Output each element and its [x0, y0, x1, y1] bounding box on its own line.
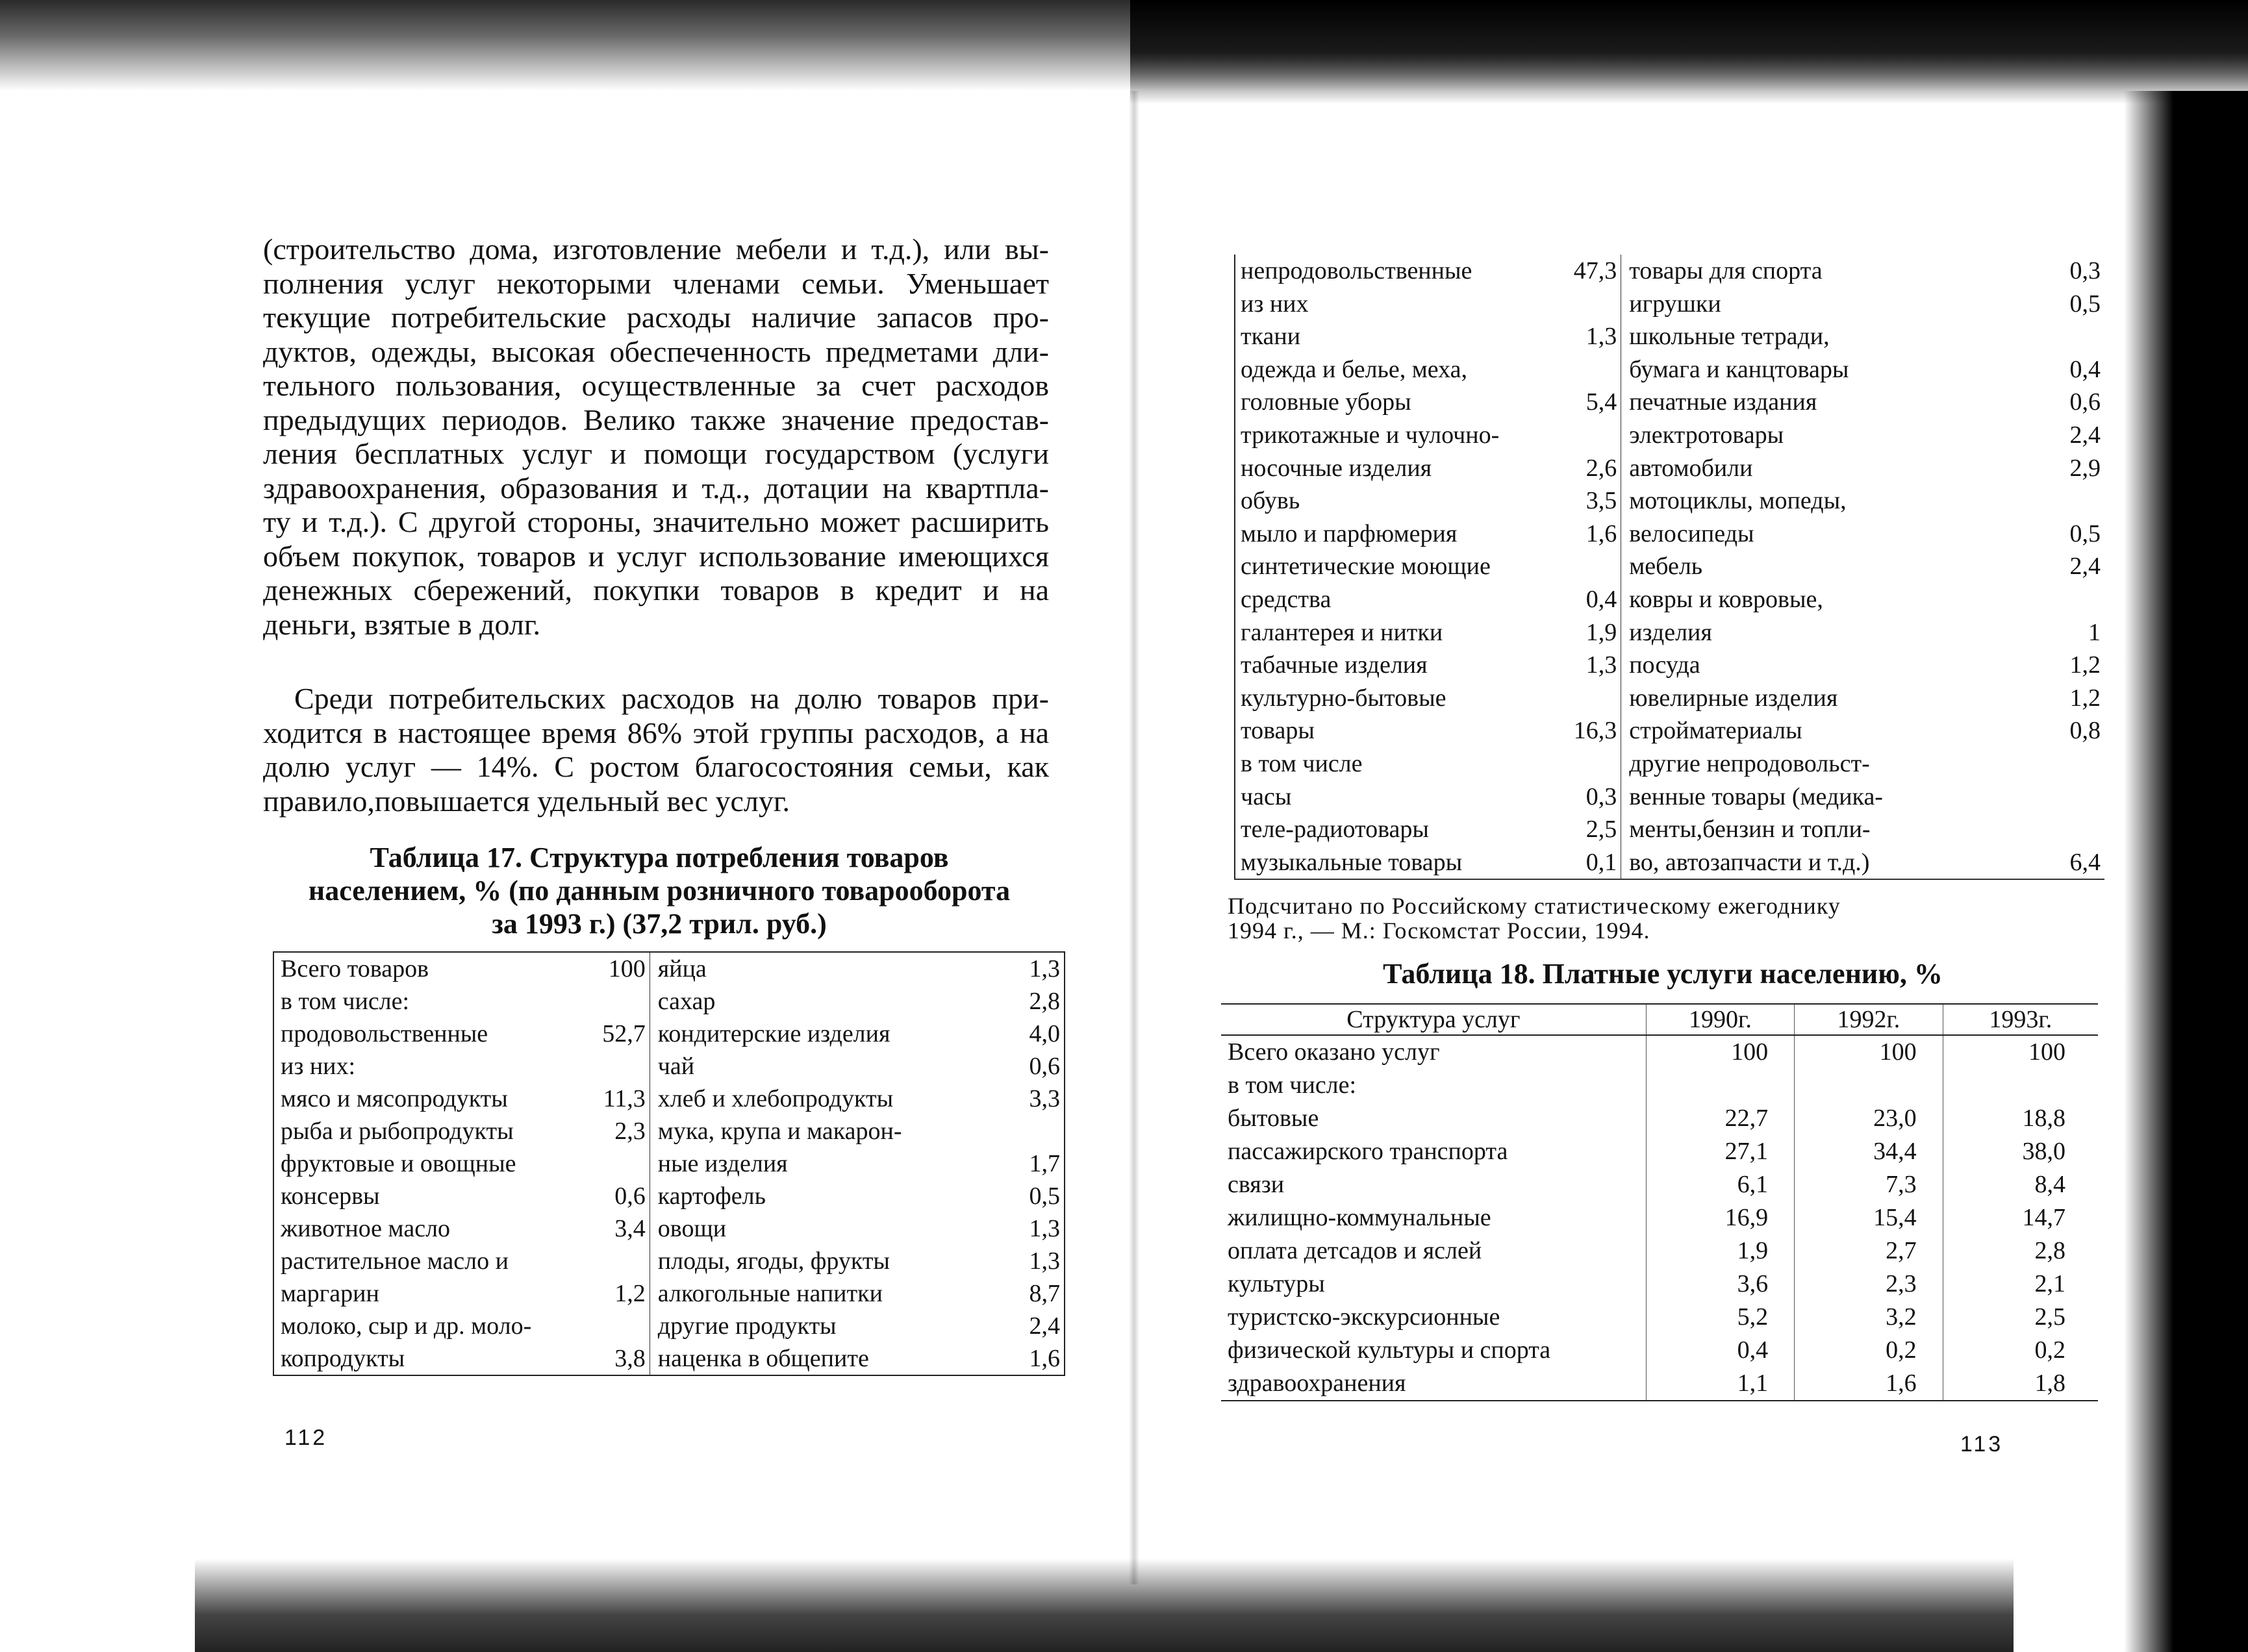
table-label-cell: жилищно-коммунальные — [1228, 1204, 1491, 1231]
table-value-cell: 100 — [1795, 1035, 1943, 1069]
page-number: 113 — [1960, 1432, 2004, 1457]
table-label-cell: школьные тетради, — [1629, 323, 1830, 351]
text-line: денежных сбережений, покупки товаров в кредит и на — [263, 573, 1049, 607]
table-label-cell: теле-радиотовары — [1241, 816, 1429, 844]
note-line: 1994 г., — М.: Госкомстат России, 1994. — [1228, 918, 1650, 944]
table-value-cell: 14,7 — [1943, 1201, 2098, 1234]
text-line: долю услуг — 14%. С ростом благосостояния семьи, как — [263, 750, 1049, 783]
table-row — [1221, 1268, 2098, 1301]
table-label-cell: растительное масло и — [281, 1247, 509, 1275]
table-label-cell: трикотажные и чулочно- — [1241, 421, 1500, 449]
table-row — [273, 1245, 1065, 1277]
table-label-cell: ные изделия — [657, 1150, 788, 1177]
table-label-cell: рыба и рыбопродукты — [281, 1118, 514, 1145]
table-value-cell: 0,5 — [2069, 290, 2101, 318]
table-18-caption: Таблица 18. Платные услуги населению, % — [1383, 958, 1943, 990]
paragraph-1 — [263, 232, 1049, 642]
caption-line: населением, % (по данным розничного товарооборота — [308, 875, 1011, 907]
table-value-cell — [1543, 550, 1621, 583]
table-header-cell: Структура услуг — [1346, 1006, 1521, 1033]
table-label-cell: здравоохранения — [1228, 1370, 1406, 1397]
text-line: объем покупок, товаров и услуг использование имеющихся — [263, 539, 1049, 573]
table-label-cell: другие продукты — [657, 1312, 837, 1340]
table-value-cell: 52,7 — [579, 1018, 650, 1050]
table-value-cell: 27,1 — [1646, 1135, 1794, 1168]
table-header-cell: 1992г. — [1795, 1004, 1943, 1035]
table-row — [1221, 1069, 2098, 1102]
table-row — [273, 1147, 1065, 1180]
table-value-cell: 1,3 — [1543, 320, 1621, 353]
table-row — [1235, 419, 2104, 452]
table-value-cell: 6,1 — [1646, 1168, 1794, 1201]
table-label-cell: галантерея и нитки — [1241, 618, 1443, 646]
table-row — [1235, 255, 2104, 288]
table-row — [273, 985, 1065, 1018]
table-label-cell: одежда и белье, меха, — [1241, 355, 1468, 383]
table-label-cell: бытовые — [1228, 1105, 1319, 1132]
table-row — [1235, 747, 2104, 781]
source-note — [1228, 894, 2091, 943]
table-row — [1235, 649, 2104, 682]
text-line: Среди потребительских расходов на долю товаров при- — [294, 682, 1049, 715]
table-header-cell: 1993г. — [1943, 1004, 2098, 1035]
table-value-cell: 1,3 — [1029, 1215, 1060, 1242]
caption-line: Таблица 17. Структура потребления товаров — [370, 842, 949, 873]
table-value-cell: 47,3 — [1543, 255, 1621, 288]
table-value-cell: 5,2 — [1646, 1301, 1794, 1334]
table-value-cell: 2,5 — [1543, 813, 1621, 846]
table-label-cell: физической культуры и спорта — [1228, 1336, 1551, 1364]
text-line: (строительство дома, изготовление мебели и т.д.), или вы- — [263, 232, 1049, 266]
table-label-cell: посуда — [1629, 651, 1700, 679]
table-row — [1235, 616, 2104, 649]
table-row — [1221, 1367, 2098, 1401]
table-label-cell: мясо и мясопродукты — [281, 1085, 508, 1112]
table-row — [273, 1212, 1065, 1245]
table-label-cell: молоко, сыр и др. моло- — [281, 1312, 532, 1340]
table-label-cell: в том числе: — [281, 988, 410, 1015]
table-value-cell: 18,8 — [1943, 1102, 2098, 1135]
table-value-cell — [2014, 781, 2104, 814]
table-label-cell: из них — [1241, 290, 1309, 318]
table-value-cell: 0,4 — [2069, 355, 2101, 383]
table-value-cell: 0,4 — [1646, 1334, 1794, 1367]
table-label-cell: во, автозапчасти и т.д.) — [1621, 846, 2014, 880]
table-label-cell: консервы — [281, 1183, 380, 1210]
table-label-cell: обувь — [1241, 487, 1300, 515]
text-line: тельного пользования, осуществленные за счет расходов — [263, 369, 1049, 402]
table-label-cell: чай — [657, 1053, 695, 1080]
table-18 — [1221, 1003, 2098, 1401]
table-value-cell: 2,4 — [2069, 553, 2101, 581]
table-value-cell: 1,2 — [2069, 651, 2101, 679]
table-value-cell — [579, 985, 650, 1018]
table-value-cell: 0,3 — [2069, 257, 2101, 284]
text-line: ления бесплатных услуг и помощи государством (услуги — [263, 437, 1049, 470]
table-label-cell: связи — [1228, 1171, 1285, 1198]
table-value-cell: 1,6 — [1543, 518, 1621, 551]
text-line: дуктов, одежды, высокая обеспеченность предметами дли- — [263, 334, 1049, 368]
table-value-cell: 1,9 — [1543, 616, 1621, 649]
table-value-cell: 3,5 — [1543, 484, 1621, 518]
table-value-cell: 100 — [1943, 1035, 2098, 1069]
table-label-cell: менты,бензин и топли- — [1629, 816, 1871, 844]
table-value-cell: 16,9 — [1646, 1201, 1794, 1234]
paragraph-2 — [263, 682, 1049, 818]
table-label-cell: средства — [1241, 585, 1332, 613]
table-row — [273, 952, 1065, 985]
table-label-cell: сахар — [657, 988, 716, 1015]
book-gutter — [1129, 91, 1139, 1584]
text-line: предыдущих периодов. Велико также значение предостав- — [263, 403, 1049, 436]
table-value-cell: 0,4 — [1543, 583, 1621, 616]
table-row — [273, 1018, 1065, 1050]
table-label-cell: Всего оказано услуг — [1228, 1038, 1440, 1066]
table-row — [1235, 682, 2104, 715]
table-value-cell — [2014, 813, 2104, 846]
table-label-cell: культурно-бытовые — [1241, 684, 1446, 712]
table-value-cell — [1543, 682, 1621, 715]
table-value-cell — [2014, 320, 2104, 353]
table-label-cell: копродукты — [281, 1345, 405, 1372]
table-value-cell — [1543, 747, 1621, 781]
table-value-cell — [579, 1147, 650, 1180]
table-value-cell: 1,2 — [2069, 684, 2101, 712]
table-row — [1235, 781, 2104, 814]
table-label-cell: из них: — [281, 1053, 356, 1080]
table-value-cell: 1,3 — [1029, 955, 1060, 982]
table-row — [1221, 1168, 2098, 1201]
table-value-cell: 11,3 — [579, 1083, 650, 1115]
table-label-cell: в том числе: — [1228, 1071, 1357, 1099]
table-label-cell: бумага и канцтовары — [1629, 355, 1849, 383]
table-row — [1235, 386, 2104, 419]
table-label-cell: товары для спорта — [1629, 257, 1823, 284]
table-row — [1235, 484, 2104, 518]
table-label-cell: головные уборы — [1241, 388, 1411, 416]
page-number: 112 — [284, 1425, 328, 1450]
table-value-cell: 8,7 — [1029, 1280, 1060, 1307]
table-row — [1235, 288, 2104, 321]
table-17-continued — [1234, 255, 2104, 880]
table-value-cell: 2,4 — [1029, 1312, 1060, 1340]
table-value-cell — [579, 1245, 650, 1277]
table-label-cell: игрушки — [1629, 290, 1721, 318]
table-value-cell: 1,6 — [1029, 1345, 1060, 1372]
table-value-cell: 2,6 — [1543, 452, 1621, 485]
table-value-cell: 0,5 — [1029, 1183, 1060, 1210]
table-label-cell: животное масло — [281, 1215, 451, 1242]
table-value-cell — [2014, 484, 2104, 518]
table-value-cell — [579, 1310, 650, 1342]
text-line: правило,повышается удельный вес услуг. — [263, 784, 790, 818]
table-value-cell: 0,2 — [1943, 1334, 2098, 1367]
table-value-cell: 100 — [579, 952, 650, 985]
table-value-cell: 0,6 — [579, 1180, 650, 1212]
table-row — [1235, 714, 2104, 747]
table-value-cell: 0,6 — [2069, 388, 2101, 416]
table-label-cell: культуры — [1228, 1270, 1325, 1297]
table-label-cell: в том числе — [1241, 749, 1363, 777]
table-row — [1221, 1102, 2098, 1135]
table-label-cell: мотоциклы, мопеды, — [1629, 487, 1847, 515]
table-value-cell — [579, 1050, 650, 1083]
table-label-cell: ткани — [1241, 323, 1301, 351]
table-label-cell: венные товары (медика- — [1629, 782, 1883, 810]
table-label-cell: печатные издания — [1629, 388, 1817, 416]
table-value-cell: 8,4 — [1943, 1168, 2098, 1201]
table-value-cell: 0,5 — [2069, 519, 2101, 547]
table-label-cell: автомобили — [1629, 454, 1753, 482]
table-label-cell: стройматериалы — [1629, 717, 1802, 745]
table-value-cell — [1543, 353, 1621, 386]
caption-line: за 1993 г.) (37,2 трил. руб.) — [492, 908, 827, 940]
table-value-cell: 5,4 — [1543, 386, 1621, 419]
table-value-cell: 22,7 — [1646, 1102, 1794, 1135]
table-label-cell: продовольственные — [281, 1020, 488, 1047]
table-label-cell: яйца — [657, 955, 707, 982]
table-label-cell: пассажирского транспорта — [1228, 1138, 1508, 1165]
table-row — [273, 1180, 1065, 1212]
table-value-cell: 0,2 — [1795, 1334, 1943, 1367]
table-row — [1221, 1201, 2098, 1234]
table-value-cell: 1,2 — [579, 1277, 650, 1310]
table-row — [1235, 452, 2104, 485]
table-row — [273, 1083, 1065, 1115]
table-value-cell: 100 — [1646, 1035, 1794, 1069]
table-label-cell: оплата детсадов и яслей — [1228, 1237, 1482, 1264]
table-value-cell: 3,6 — [1646, 1268, 1794, 1301]
table-value-cell: 2,3 — [1795, 1268, 1943, 1301]
table-value-cell: 1,1 — [1646, 1367, 1794, 1401]
table-value-cell: 34,4 — [1795, 1135, 1943, 1168]
table-row — [1235, 846, 2104, 880]
table-value-cell: 23,0 — [1795, 1102, 1943, 1135]
table-row — [273, 1342, 1065, 1375]
table-value-cell — [1543, 419, 1621, 452]
text-line: здравоохранения, образования и т.д., дотации на квартпла- — [263, 471, 1049, 505]
table-17-caption — [286, 841, 1033, 940]
table-row — [1221, 1035, 2098, 1069]
table-value-cell — [2014, 747, 2104, 781]
table-label-cell: Всего товаров — [281, 955, 429, 982]
table-row — [1235, 353, 2104, 386]
scan-shadow-right-edge — [2124, 91, 2248, 1652]
table-row — [1235, 320, 2104, 353]
table-value-cell: 16,3 — [1543, 714, 1621, 747]
table-value-cell: 15,4 — [1795, 1201, 1943, 1234]
table-value-cell: 2,7 — [1795, 1234, 1943, 1268]
table-label-cell: ковры и ковровые, — [1629, 585, 1823, 613]
table-row — [1221, 1301, 2098, 1334]
text-line: ходится в настоящее время 86% этой группы расходов, а на — [263, 716, 1049, 749]
text-line: полнения услуг некоторыми членами семьи. Уменьшает — [263, 266, 1049, 300]
table-value-cell: 6,4 — [2014, 846, 2104, 880]
table-value-cell: 3,4 — [579, 1212, 650, 1245]
table-label-cell: наценка в общепите — [657, 1345, 869, 1372]
table-value-cell: 1,9 — [1646, 1234, 1794, 1268]
table-row — [273, 1277, 1065, 1310]
table-row — [1235, 550, 2104, 583]
table-value-cell: 4,0 — [1029, 1020, 1060, 1047]
table-label-cell: другие непродовольст- — [1629, 749, 1870, 777]
table-row — [1235, 813, 2104, 846]
table-value-cell: 1 — [2088, 618, 2101, 646]
table-value-cell: 2,9 — [2069, 454, 2101, 482]
table-value-cell — [2014, 583, 2104, 616]
table-row — [1221, 1234, 2098, 1268]
table-label-cell: овощи — [657, 1215, 727, 1242]
table-value-cell: 2,5 — [1943, 1301, 2098, 1334]
table-label-cell: изделия — [1629, 618, 1712, 646]
table-row — [273, 1050, 1065, 1083]
table-label-cell: мука, крупа и макарон- — [657, 1118, 902, 1145]
note-line: Подсчитано по Российскому статистическому ежегоднику — [1228, 893, 1841, 919]
table-label-cell: мебель — [1629, 553, 1703, 581]
table-label-cell: товары — [1241, 717, 1315, 745]
table-value-cell: 7,3 — [1795, 1168, 1943, 1201]
table-row — [273, 1310, 1065, 1342]
table-label-cell: алкогольные напитки — [657, 1280, 883, 1307]
table-value-cell: 1,3 — [1543, 649, 1621, 682]
table-value-cell: 2,3 — [579, 1115, 650, 1147]
table-row — [1221, 1135, 2098, 1168]
table-value-cell: 0,3 — [1543, 781, 1621, 814]
table-label-cell: велосипеды — [1629, 519, 1754, 547]
table-header-cell: 1990г. — [1646, 1004, 1794, 1035]
table-value-cell — [1543, 288, 1621, 321]
table-row — [273, 1115, 1065, 1147]
table-label-cell: электротовары — [1629, 421, 1784, 449]
table-label-cell: кондитерские изделия — [657, 1020, 890, 1047]
table-row — [1221, 1334, 2098, 1367]
table-row — [1235, 583, 2104, 616]
table-label-cell: картофель — [657, 1183, 766, 1210]
table-label-cell: носочные изделия — [1241, 454, 1432, 482]
table-label-cell: непродовольственные — [1241, 257, 1472, 284]
table-value-cell — [1795, 1069, 1943, 1102]
table-17 — [273, 951, 1065, 1376]
table-label-cell: плоды, ягоды, фрукты — [657, 1247, 890, 1275]
table-label-cell: ювелирные изделия — [1629, 684, 1838, 712]
table-label-cell: мыло и парфюмерия — [1241, 519, 1458, 547]
text-line: ту и т.д.). С другой стороны, значительно может расширить — [263, 505, 1049, 538]
table-value-cell: 2,1 — [1943, 1268, 2098, 1301]
table-value-cell: 1,6 — [1795, 1367, 1943, 1401]
table-value-cell — [1943, 1069, 2098, 1102]
table-label-cell: музыкальные товары — [1235, 846, 1543, 880]
table-row — [1235, 518, 2104, 551]
table-label-cell: туристско-экскурсионные — [1228, 1303, 1500, 1331]
table-value-cell — [1646, 1069, 1794, 1102]
table-value-cell: 1,7 — [1029, 1150, 1060, 1177]
text-line: деньги, взятые в долг. — [263, 607, 541, 641]
table-label-cell: часы — [1241, 782, 1292, 810]
table-header-row — [1221, 1004, 2098, 1035]
table-value-cell: 0,8 — [2069, 717, 2101, 745]
table-label-cell: табачные изделия — [1241, 651, 1428, 679]
table-value-cell: 0,6 — [1029, 1053, 1060, 1080]
table-value-cell — [987, 1115, 1065, 1147]
table-value-cell: 3,3 — [1029, 1085, 1060, 1112]
text-line: текущие потребительские расходы наличие запасов про- — [263, 301, 1049, 334]
table-value-cell: 1,3 — [1029, 1247, 1060, 1275]
table-value-cell: 3,2 — [1795, 1301, 1943, 1334]
table-label-cell: фруктовые и овощные — [281, 1150, 516, 1177]
right-page — [1143, 0, 2117, 1652]
table-value-cell: 2,4 — [2069, 421, 2101, 449]
table-label-cell: синтетические моющие — [1241, 553, 1491, 581]
table-value-cell: 38,0 — [1943, 1135, 2098, 1168]
table-value-cell: 2,8 — [1943, 1234, 2098, 1268]
table-value-cell: 1,8 — [1943, 1367, 2098, 1401]
table-value-cell: 2,8 — [1029, 988, 1060, 1015]
table-value-cell: 0,1 — [1543, 846, 1621, 880]
table-label-cell: хлеб и хлебопродукты — [657, 1085, 894, 1112]
table-value-cell: 3,8 — [579, 1342, 650, 1375]
table-label-cell: маргарин — [281, 1280, 379, 1307]
